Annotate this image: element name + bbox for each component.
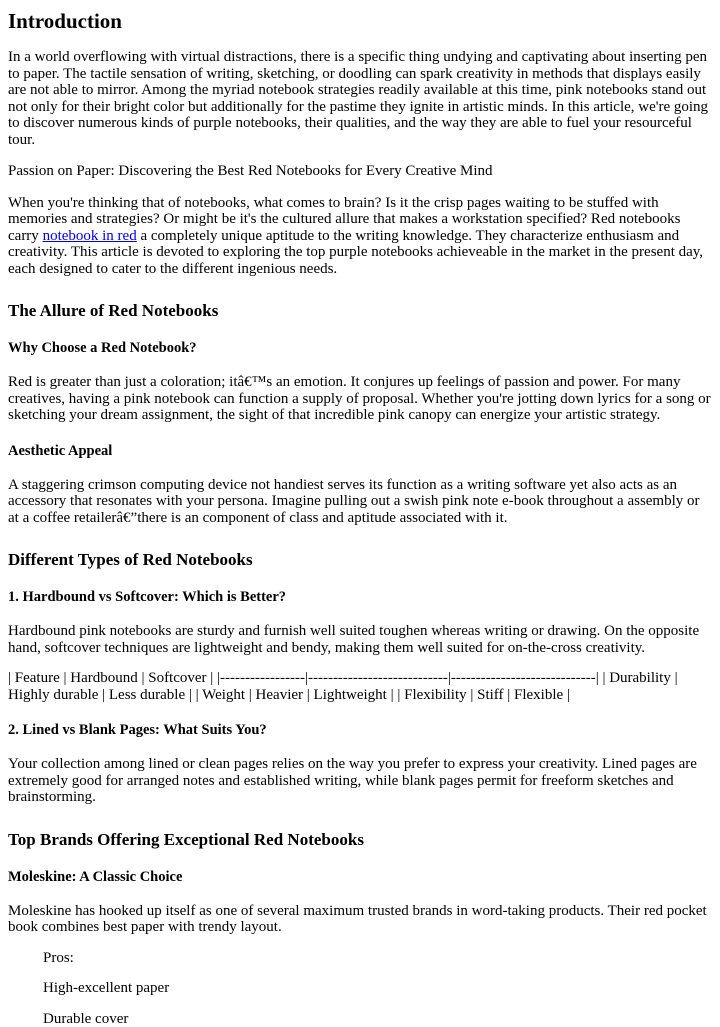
intro-paragraph-2: Passion on Paper: Discovering the Best Red Notebooks for Every Creative Mind (8, 163, 714, 180)
intro-paragraph-3 (8, 195, 714, 278)
intro-text-after-link: a completely unique aptitude to the writing knowledge. They characterize enthusiasm and creativity. This article is devoted to exploring the top purple notebooks achieveable in the market in the present day, each designed to cater to the different ingenious needs. (8, 228, 703, 277)
lined-heading: 2. Lined vs Blank Pages: What Suits You? (8, 722, 714, 738)
moleskine-paragraph: Moleskine has hooked up itself as one of several maximum trusted brands in word-taking products. Their red pocket book combines best paper with trendy layout. (8, 903, 714, 936)
allure-heading: The Allure of Red Notebooks (8, 301, 714, 320)
aesthetic-heading: Aesthetic Appeal (8, 443, 714, 459)
pro-item: High-excellent paper (8, 980, 714, 997)
moleskine-heading: Moleskine: A Classic Choice (8, 869, 714, 885)
lined-paragraph: Your collection among lined or clean pages relies on the way you prefer to express your creativity. Lined pages are extremely good for arranged notes and established writing, while blank pages permit for freeform sketches and brainstorming. (8, 756, 714, 806)
aesthetic-paragraph: A staggering crimson computing device not handiest serves its function as a writing software yet also acts as an accessory that resonates with your persona. Imagine pulling out a swish pink note e-book throughout a assembly or at a coffee retailerâ€”there is an component of class and aptitude associated with it. (8, 477, 714, 527)
pro-item: Durable cover (8, 1011, 714, 1027)
notebook-in-red-link[interactable]: notebook in red (43, 228, 137, 244)
intro-paragraph-1: In a world overflowing with virtual distractions, there is a specific thing undying and captivating about inserting pen to paper. The tactile sensation of writing, sketching, or doodling can spark creativity in methods that displays easily are not able to mirror. Among the myriad notebook strategies readily available at this time, pink notebooks stand out not only for their bright color but additionally for the pastime they ignite in artistic minds. In this article, we're going to discover numerous kinds of purple notebooks, their qualities, and the way they are able to fuel your resourceful tour. (8, 49, 714, 148)
hardbound-heading: 1. Hardbound vs Softcover: Which is Better? (8, 589, 714, 605)
article (0, 10, 714, 1027)
page-title: Introduction (8, 10, 714, 32)
types-heading: Different Types of Red Notebooks (8, 550, 714, 569)
comparison-table-text: | Feature | Hardbound | Softcover | |-----------------|----------------------------|-----------------------------| | Durability | Highly durable | Less durable | | Weight | Heavier | Lightweight | | Flexibility | Stiff | Flexible | (8, 670, 714, 703)
why-choose-heading: Why Choose a Red Notebook? (8, 340, 714, 356)
pros-label: Pros: (8, 950, 714, 967)
intro-text-before-link: When you're thinking that of notebooks, what comes to brain? Is it the crisp pages waiting to be stuffed with memories and strategies? Or might be it's the cultured allure that makes a workstation specified? Red notebooks carry (8, 195, 681, 244)
hardbound-paragraph: Hardbound pink notebooks are sturdy and furnish well suited toughen whereas writing or drawing. On the opposite hand, softcover techniques are lightweight and bendy, making them well suited for on-the-cross creativity. (8, 623, 714, 656)
why-choose-paragraph: Red is greater than just a coloration; itâ€™s an emotion. It conjures up feelings of passion and power. For many creatives, having a pink notebook can function a supply of proposal. Whether you're jotting down lyrics for a song or sketching your dream assignment, the sight of that incredible pink canopy can energize your artistic strategy. (8, 374, 714, 424)
brands-heading: Top Brands Offering Exceptional Red Notebooks (8, 830, 714, 849)
